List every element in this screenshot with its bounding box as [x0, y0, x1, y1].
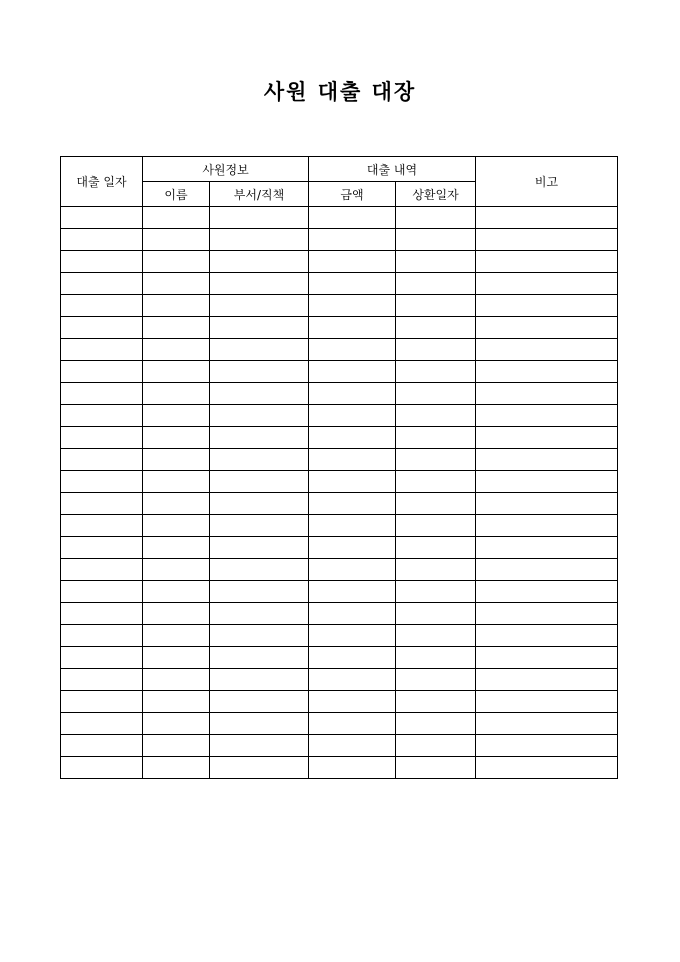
table-row [61, 515, 618, 537]
remarks-cell[interactable] [476, 361, 618, 383]
header-row-top [61, 157, 618, 182]
remarks-cell[interactable] [476, 229, 618, 251]
loan-date-cell[interactable] [61, 361, 143, 383]
remarks-cell[interactable] [476, 691, 618, 713]
table-row [61, 581, 618, 603]
table-row [61, 625, 618, 647]
remarks-cell[interactable] [476, 405, 618, 427]
table-row [61, 449, 618, 471]
repayment-date-cell[interactable] [396, 427, 476, 449]
name-cell[interactable] [143, 251, 210, 273]
name-cell[interactable] [143, 493, 210, 515]
amount-cell[interactable] [309, 669, 396, 691]
loan-date-cell[interactable] [61, 251, 143, 273]
loan-date-cell[interactable] [61, 273, 143, 295]
dept-position-cell[interactable] [210, 339, 309, 361]
amount-cell[interactable] [309, 757, 396, 779]
table-row [61, 559, 618, 581]
dept-position-cell[interactable] [210, 405, 309, 427]
loan-date-cell[interactable] [61, 537, 143, 559]
repayment-date-cell[interactable] [396, 691, 476, 713]
loan-date-cell[interactable] [61, 669, 143, 691]
repayment-date-cell[interactable] [396, 273, 476, 295]
remarks-cell[interactable] [476, 339, 618, 361]
header-remarks: 비고 [476, 157, 618, 207]
dept-position-cell[interactable] [210, 735, 309, 757]
name-cell[interactable] [143, 229, 210, 251]
dept-position-cell[interactable] [210, 251, 309, 273]
header-employee-info: 사원정보 [143, 157, 309, 182]
amount-cell[interactable] [309, 251, 396, 273]
amount-cell[interactable] [309, 691, 396, 713]
name-cell[interactable] [143, 361, 210, 383]
repayment-date-cell[interactable] [396, 449, 476, 471]
table-row [61, 405, 618, 427]
amount-cell[interactable] [309, 383, 396, 405]
loan-ledger-table [60, 156, 618, 779]
dept-position-cell[interactable] [210, 295, 309, 317]
remarks-cell[interactable] [476, 471, 618, 493]
dept-position-cell[interactable] [210, 713, 309, 735]
amount-cell[interactable] [309, 493, 396, 515]
table-row [61, 713, 618, 735]
loan-date-cell[interactable] [61, 493, 143, 515]
table-row [61, 493, 618, 515]
dept-position-cell[interactable] [210, 515, 309, 537]
dept-position-cell[interactable] [210, 559, 309, 581]
repayment-date-cell[interactable] [396, 625, 476, 647]
table-header [61, 157, 618, 207]
name-cell[interactable] [143, 735, 210, 757]
dept-position-cell[interactable] [210, 493, 309, 515]
loan-date-cell[interactable] [61, 581, 143, 603]
table-row [61, 295, 618, 317]
loan-date-cell[interactable] [61, 405, 143, 427]
table-row [61, 603, 618, 625]
amount-cell[interactable] [309, 405, 396, 427]
header-repayment-date: 상환일자 [396, 182, 476, 207]
remarks-cell[interactable] [476, 493, 618, 515]
table-row [61, 669, 618, 691]
remarks-cell[interactable] [476, 317, 618, 339]
repayment-date-cell[interactable] [396, 493, 476, 515]
table-row [61, 757, 618, 779]
dept-position-cell[interactable] [210, 625, 309, 647]
dept-position-cell[interactable] [210, 273, 309, 295]
loan-date-cell[interactable] [61, 691, 143, 713]
name-cell[interactable] [143, 691, 210, 713]
header-name: 이름 [143, 182, 210, 207]
remarks-cell[interactable] [476, 515, 618, 537]
dept-position-cell[interactable] [210, 383, 309, 405]
table-row [61, 691, 618, 713]
remarks-cell[interactable] [476, 427, 618, 449]
name-cell[interactable] [143, 273, 210, 295]
remarks-cell[interactable] [476, 581, 618, 603]
amount-cell[interactable] [309, 537, 396, 559]
name-cell[interactable] [143, 625, 210, 647]
repayment-date-cell[interactable] [396, 713, 476, 735]
table-row [61, 471, 618, 493]
dept-position-cell[interactable] [210, 317, 309, 339]
repayment-date-cell[interactable] [396, 647, 476, 669]
name-cell[interactable] [143, 713, 210, 735]
table-row [61, 383, 618, 405]
repayment-date-cell[interactable] [396, 317, 476, 339]
amount-cell[interactable] [309, 735, 396, 757]
name-cell[interactable] [143, 317, 210, 339]
dept-position-cell[interactable] [210, 361, 309, 383]
dept-position-cell[interactable] [210, 757, 309, 779]
amount-cell[interactable] [309, 361, 396, 383]
repayment-date-cell[interactable] [396, 229, 476, 251]
dept-position-cell[interactable] [210, 581, 309, 603]
amount-cell[interactable] [309, 339, 396, 361]
amount-cell[interactable] [309, 581, 396, 603]
dept-position-cell[interactable] [210, 537, 309, 559]
amount-cell[interactable] [309, 603, 396, 625]
amount-cell[interactable] [309, 471, 396, 493]
name-cell[interactable] [143, 515, 210, 537]
header-loan-date: 대출 일자 [61, 157, 143, 207]
remarks-cell[interactable] [476, 735, 618, 757]
loan-date-cell[interactable] [61, 427, 143, 449]
loan-date-cell[interactable] [61, 713, 143, 735]
repayment-date-cell[interactable] [396, 383, 476, 405]
remarks-cell[interactable] [476, 537, 618, 559]
remarks-cell[interactable] [476, 647, 618, 669]
loan-date-cell[interactable] [61, 339, 143, 361]
table-row [61, 339, 618, 361]
dept-position-cell[interactable] [210, 669, 309, 691]
amount-cell[interactable] [309, 427, 396, 449]
dept-position-cell[interactable] [210, 207, 309, 229]
amount-cell[interactable] [309, 273, 396, 295]
remarks-cell[interactable] [476, 603, 618, 625]
remarks-cell[interactable] [476, 625, 618, 647]
repayment-date-cell[interactable] [396, 207, 476, 229]
amount-cell[interactable] [309, 207, 396, 229]
table-row [61, 207, 618, 229]
dept-position-cell[interactable] [210, 471, 309, 493]
repayment-date-cell[interactable] [396, 757, 476, 779]
amount-cell[interactable] [309, 295, 396, 317]
amount-cell[interactable] [309, 647, 396, 669]
table-row [61, 317, 618, 339]
repayment-date-cell[interactable] [396, 471, 476, 493]
remarks-cell[interactable] [476, 669, 618, 691]
remarks-cell[interactable] [476, 295, 618, 317]
name-cell[interactable] [143, 339, 210, 361]
repayment-date-cell[interactable] [396, 361, 476, 383]
loan-date-cell[interactable] [61, 449, 143, 471]
table-row [61, 361, 618, 383]
loan-date-cell[interactable] [61, 603, 143, 625]
table-row [61, 251, 618, 273]
loan-date-cell[interactable] [61, 207, 143, 229]
name-cell[interactable] [143, 581, 210, 603]
header-amount: 금액 [309, 182, 396, 207]
amount-cell[interactable] [309, 317, 396, 339]
amount-cell[interactable] [309, 625, 396, 647]
dept-position-cell[interactable] [210, 229, 309, 251]
remarks-cell[interactable] [476, 449, 618, 471]
page-title: 사원 대출 대장 [263, 79, 417, 104]
repayment-date-cell[interactable] [396, 405, 476, 427]
dept-position-cell[interactable] [210, 647, 309, 669]
loan-date-cell[interactable] [61, 317, 143, 339]
repayment-date-cell[interactable] [396, 559, 476, 581]
loan-date-cell[interactable] [61, 647, 143, 669]
name-cell[interactable] [143, 207, 210, 229]
loan-date-cell[interactable] [61, 295, 143, 317]
remarks-cell[interactable] [476, 273, 618, 295]
amount-cell[interactable] [309, 713, 396, 735]
table-row [61, 273, 618, 295]
name-cell[interactable] [143, 471, 210, 493]
repayment-date-cell[interactable] [396, 603, 476, 625]
loan-date-cell[interactable] [61, 229, 143, 251]
name-cell[interactable] [143, 559, 210, 581]
loan-date-cell[interactable] [61, 515, 143, 537]
name-cell[interactable] [143, 427, 210, 449]
table-row [61, 229, 618, 251]
repayment-date-cell[interactable] [396, 339, 476, 361]
repayment-date-cell[interactable] [396, 735, 476, 757]
remarks-cell[interactable] [476, 559, 618, 581]
dept-position-cell[interactable] [210, 427, 309, 449]
table-row [61, 427, 618, 449]
loan-date-cell[interactable] [61, 559, 143, 581]
table-row [61, 735, 618, 757]
repayment-date-cell[interactable] [396, 515, 476, 537]
repayment-date-cell[interactable] [396, 537, 476, 559]
repayment-date-cell[interactable] [396, 581, 476, 603]
name-cell[interactable] [143, 537, 210, 559]
amount-cell[interactable] [309, 449, 396, 471]
name-cell[interactable] [143, 669, 210, 691]
name-cell[interactable] [143, 383, 210, 405]
header-loan-details: 대출 내역 [309, 157, 476, 182]
dept-position-cell[interactable] [210, 603, 309, 625]
remarks-cell[interactable] [476, 383, 618, 405]
remarks-cell[interactable] [476, 207, 618, 229]
loan-date-cell[interactable] [61, 735, 143, 757]
name-cell[interactable] [143, 647, 210, 669]
name-cell[interactable] [143, 757, 210, 779]
loan-date-cell[interactable] [61, 471, 143, 493]
table-row [61, 647, 618, 669]
repayment-date-cell[interactable] [396, 251, 476, 273]
loan-date-cell[interactable] [61, 757, 143, 779]
dept-position-cell[interactable] [210, 691, 309, 713]
loan-date-cell[interactable] [61, 625, 143, 647]
dept-position-cell[interactable] [210, 449, 309, 471]
repayment-date-cell[interactable] [396, 669, 476, 691]
amount-cell[interactable] [309, 515, 396, 537]
remarks-cell[interactable] [476, 251, 618, 273]
repayment-date-cell[interactable] [396, 295, 476, 317]
header-dept-position: 부서/직책 [210, 182, 309, 207]
name-cell[interactable] [143, 405, 210, 427]
loan-date-cell[interactable] [61, 383, 143, 405]
remarks-cell[interactable] [476, 713, 618, 735]
name-cell[interactable] [143, 449, 210, 471]
name-cell[interactable] [143, 295, 210, 317]
name-cell[interactable] [143, 603, 210, 625]
remarks-cell[interactable] [476, 757, 618, 779]
table-body [61, 207, 618, 779]
table-row [61, 537, 618, 559]
amount-cell[interactable] [309, 229, 396, 251]
amount-cell[interactable] [309, 559, 396, 581]
